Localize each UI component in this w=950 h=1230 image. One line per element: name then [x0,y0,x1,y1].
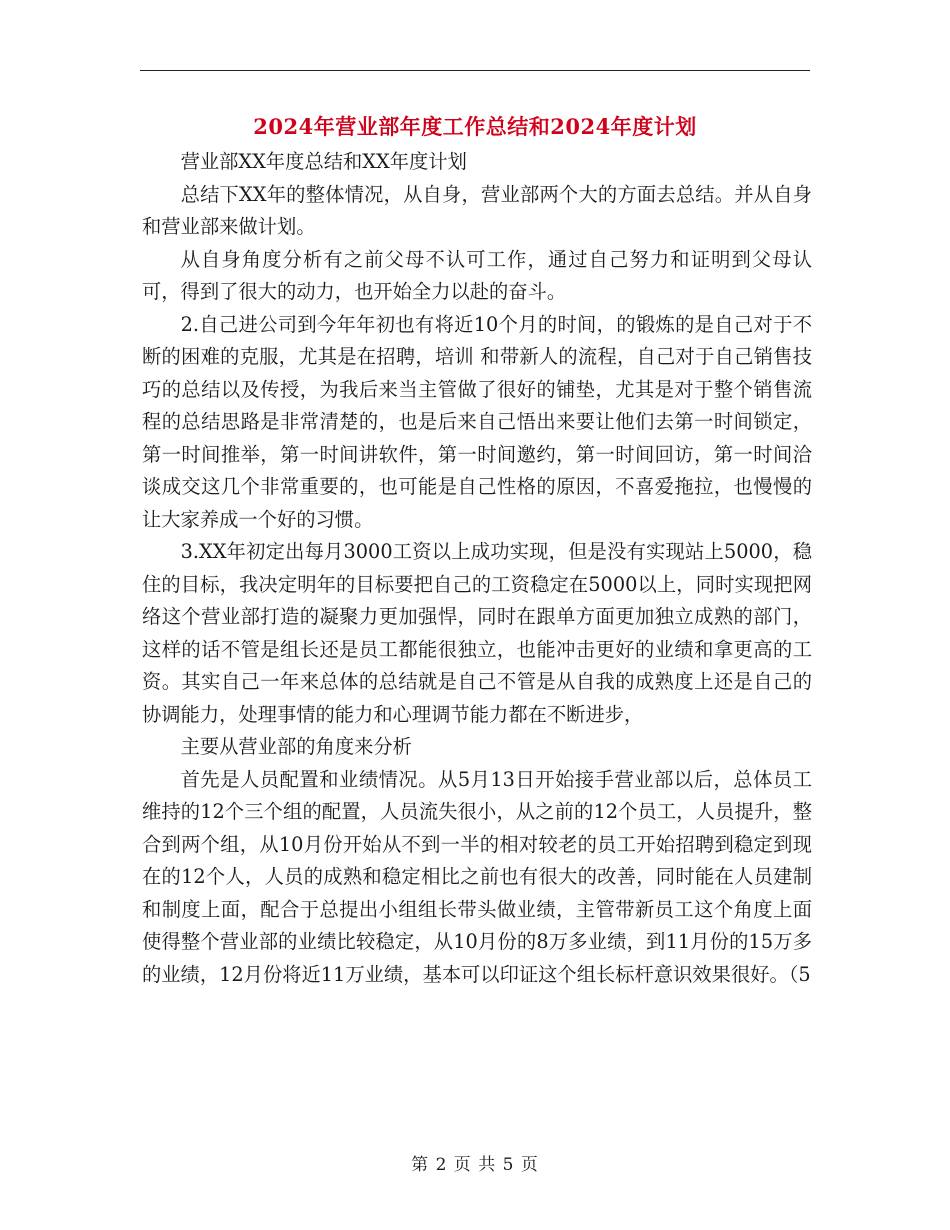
header-rule [140,70,810,71]
page-number-footer: 第 2 页 共 5 页 [411,1155,539,1175]
body-paragraph: 营业部XX年度总结和XX年度计划 [180,150,467,173]
body-paragraph: 主要从营业部的角度来分析 [180,735,412,758]
body-paragraph: 从自身角度分析有之前父母不认可工作，通过自己努力和证明到父母认可，得到了很大的动力，也开始全力以赴的奋斗。 [142,247,812,303]
document-title: 2024年营业部年度工作总结和2024年度计划 [253,114,697,139]
body-paragraph: 首先是人员配置和业绩情况。从5月13日开始接手营业部以后，总体员工维持的12个三个组的配置，人员流失很小，从之前的12个员工，人员提升，整合到两个组，从10月份开始从不到一半的相对较老的员工开始招聘到稳定到现在的12个人，人员的成熟和稳定相比之前也有很大的改善，同时能在人员建制和制度上面，配合于总提出小组组长带头做业绩，主管带新员工这个角度上面使得整个营业部的业绩比较稳定，从10月份的8万多业绩，到11月份的15万多的业绩，12月份将近11万业绩，基本可以印证这个组长标杆意识效果很好。（5 [142,767,812,986]
body-paragraph: 2.自己进公司到今年年初也有将近10个月的时间，的锻炼的是自己对于不断的困难的克服，尤其是在招聘，培训 和带新人的流程，自己对于自己销售技巧的总结以及传授，为我后来当主管做了很好的铺垫，尤其是对于整个销售流程的总结思路是非常清楚的，也是后来自己悟出来要让他们去第一时间锁定，第一时间推举，第一时间讲软件，第一时间邀约，第一时间回访，第一时间洽谈成交这几个非常重要的，也可能是自己性格的原因，不喜爱拖拉，也慢慢的让大家养成一个好的习惯。 [142,312,812,531]
body-paragraph: 总结下XX年的整体情况，从自身，营业部两个大的方面去总结。并从自身和营业部来做计划。 [142,182,812,238]
document-body [142,146,812,991]
body-paragraph: 3.XX年初定出每月3000工资以上成功实现，但是没有实现站上5000，稳住的目标，我决定明年的目标要把自己的工资稳定在5000以上，同时实现把网络这个营业部打造的凝聚力更加强悍，同时在跟单方面更加独立成熟的部门，这样的话不管是组长还是员工都能很独立，也能冲击更好的业绩和拿更高的工资。其实自己一年来总体的总结就是自己不管是从自我的成熟度上还是自己的协调能力，处理事情的能力和心理调节能力都在不断进步， [142,540,812,726]
